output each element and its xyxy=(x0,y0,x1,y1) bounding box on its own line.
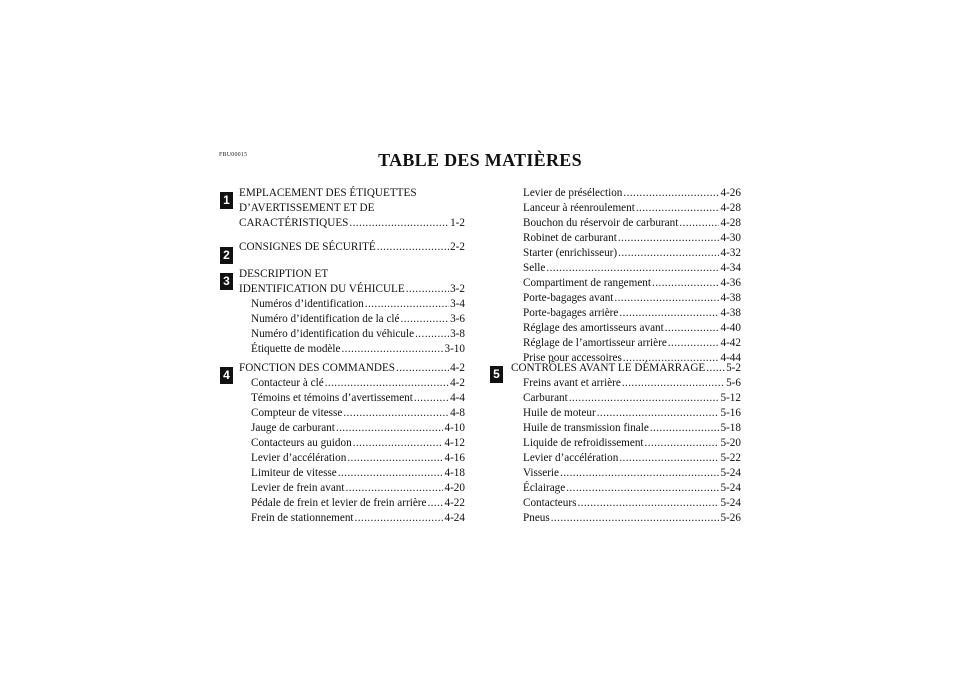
toc-item[interactable] xyxy=(239,327,465,342)
dot-leader xyxy=(622,376,725,391)
dot-leader xyxy=(668,336,720,351)
toc-label: Freins avant et arrière xyxy=(523,377,621,389)
toc-label: Numéro d’identification du véhicule xyxy=(251,328,415,340)
dot-leader xyxy=(336,421,444,436)
dot-leader xyxy=(597,406,720,421)
toc-section-1[interactable] xyxy=(239,186,465,231)
dot-leader xyxy=(341,342,443,357)
toc-label: Levier d’accélération xyxy=(251,452,347,464)
toc-label: CONSIGNES DE SÉCURITÉ xyxy=(239,241,376,253)
toc-label: Prise pour accessoires xyxy=(523,352,622,364)
dot-leader xyxy=(560,466,719,481)
chapter-tab-4[interactable]: 4 xyxy=(220,367,233,384)
toc-page: 4-28 xyxy=(720,202,741,214)
toc-page: 4-16 xyxy=(444,452,465,464)
toc-item[interactable] xyxy=(511,406,741,421)
toc-section-1-line-1: EMPLACEMENT DES ÉTIQUETTES xyxy=(239,187,417,199)
toc-item[interactable] xyxy=(511,436,741,451)
toc-item[interactable] xyxy=(239,406,465,421)
toc-page: 3-4 xyxy=(450,298,465,310)
dot-leader xyxy=(343,406,449,421)
toc-item[interactable] xyxy=(239,376,465,391)
toc-label: FONCTION DES COMMANDES xyxy=(239,362,396,374)
toc-item[interactable] xyxy=(239,451,465,466)
toc-page: 3-2 xyxy=(450,283,465,295)
toc-label: Limiteur de vitesse xyxy=(251,467,337,479)
chapter-tab-1[interactable]: 1 xyxy=(220,192,233,209)
toc-label: Étiquette de modèle xyxy=(251,343,341,355)
toc-label: Compartiment de rangement xyxy=(523,277,651,289)
toc-label: IDENTIFICATION DU VÉHICULE xyxy=(239,283,405,295)
toc-label: Réglage des amortisseurs avant xyxy=(523,322,664,334)
toc-page: 4-32 xyxy=(720,247,741,259)
toc-page: 4-44 xyxy=(720,352,741,364)
toc-label: Huile de moteur xyxy=(523,407,596,419)
toc-label: Numéros d’identification xyxy=(251,298,364,310)
toc-label: Pédale de frein et levier de frein arrière xyxy=(251,497,427,509)
dot-leader xyxy=(396,361,449,376)
toc-item[interactable] xyxy=(239,496,465,511)
toc-page: 5-24 xyxy=(720,482,741,494)
dot-leader xyxy=(619,306,719,321)
toc-page: 4-2 xyxy=(450,362,465,374)
toc-page: 4-28 xyxy=(720,217,741,229)
dot-leader xyxy=(338,466,444,481)
toc-page: 4-26 xyxy=(720,187,741,199)
toc-label: Pneus xyxy=(523,512,550,524)
toc-section-4 xyxy=(239,361,465,526)
toc-item[interactable] xyxy=(511,291,741,306)
toc-item[interactable] xyxy=(511,336,741,351)
toc-item[interactable] xyxy=(511,496,741,511)
toc-item[interactable] xyxy=(239,391,465,406)
toc-page: 5-24 xyxy=(720,497,741,509)
toc-page: 5-16 xyxy=(720,407,741,419)
toc-label: Porte-bagages arrière xyxy=(523,307,619,319)
dot-leader xyxy=(427,496,443,511)
toc-page: 4-20 xyxy=(444,482,465,494)
chapter-tab-5[interactable]: 5 xyxy=(490,366,503,383)
dot-leader xyxy=(401,312,450,327)
toc-page: 4-8 xyxy=(450,407,465,419)
toc-page: 4-10 xyxy=(444,422,465,434)
toc-page: 4-34 xyxy=(720,262,741,274)
toc-label: Contacteurs xyxy=(523,497,577,509)
dot-leader xyxy=(619,451,719,466)
dot-leader xyxy=(346,481,444,496)
toc-label: Réglage de l’amortisseur arrière xyxy=(523,337,667,349)
toc-section-1-line-2: D’AVERTISSEMENT ET DE xyxy=(239,202,375,214)
dot-leader xyxy=(365,297,449,312)
toc-page: 5-20 xyxy=(720,437,741,449)
dot-leader xyxy=(706,361,725,376)
document-code: FBU00015 xyxy=(219,152,248,158)
toc-page: 3-6 xyxy=(450,313,465,325)
toc-label: Levier de frein avant xyxy=(251,482,345,494)
dot-leader xyxy=(377,240,449,255)
dot-leader xyxy=(623,186,719,201)
toc-item[interactable] xyxy=(239,342,465,357)
toc-label: Carburant xyxy=(523,392,568,404)
page-title: TABLE DES MATIÈRES xyxy=(378,150,582,170)
toc-item[interactable] xyxy=(239,436,465,451)
toc-page: 4-42 xyxy=(720,337,741,349)
toc-page: 5-24 xyxy=(720,467,741,479)
toc-page: 4-12 xyxy=(444,437,465,449)
toc-section-1-line-3 xyxy=(239,216,465,231)
toc-item[interactable] xyxy=(239,297,465,312)
toc-item[interactable] xyxy=(511,481,741,496)
toc-label: Jauge de carburant xyxy=(251,422,335,434)
dot-leader xyxy=(569,391,720,406)
toc-item[interactable] xyxy=(511,246,741,261)
toc-label: Numéro d’identification de la clé xyxy=(251,313,400,325)
toc-item[interactable] xyxy=(511,466,741,481)
toc-item[interactable] xyxy=(511,376,741,391)
dot-leader xyxy=(679,216,719,231)
dot-leader xyxy=(618,246,719,261)
toc-label: CARACTÉRISTIQUES xyxy=(239,217,349,229)
dot-leader xyxy=(406,282,449,297)
chapter-tab-3[interactable]: 3 xyxy=(220,273,233,290)
toc-item[interactable] xyxy=(511,276,741,291)
toc-label: Contacteur à clé xyxy=(251,377,324,389)
toc-label: CONTRÔLES AVANT LE DÉMARRAGE xyxy=(511,362,706,374)
toc-page: 4-24 xyxy=(444,512,465,524)
toc-label: Selle xyxy=(523,262,546,274)
dot-leader xyxy=(414,391,449,406)
toc-page: 4-22 xyxy=(444,497,465,509)
dot-leader xyxy=(665,321,720,336)
toc-item[interactable] xyxy=(511,451,741,466)
toc-label: Contacteurs au guidon xyxy=(251,437,352,449)
dot-leader xyxy=(645,436,720,451)
toc-section-3-line-1: DESCRIPTION ET xyxy=(239,268,329,280)
dot-leader xyxy=(349,216,449,231)
toc-item[interactable] xyxy=(511,391,741,406)
toc-page: 4-30 xyxy=(720,232,741,244)
toc-label: Starter (enrichisseur) xyxy=(523,247,618,259)
toc-page: 5-22 xyxy=(720,452,741,464)
toc-page: 5-26 xyxy=(720,512,741,524)
dot-leader xyxy=(355,511,444,526)
toc-item[interactable] xyxy=(511,511,741,526)
dot-leader xyxy=(652,276,719,291)
dot-leader xyxy=(325,376,449,391)
toc-page: 4-40 xyxy=(720,322,741,334)
toc-item[interactable] xyxy=(511,186,741,201)
toc-label: Frein de stationnement xyxy=(251,512,354,524)
toc-section-4-continued xyxy=(511,186,741,366)
toc-section-3-line-2[interactable] xyxy=(239,282,465,297)
toc-page: 4-38 xyxy=(720,307,741,319)
toc-page: 3-8 xyxy=(450,328,465,340)
toc-item[interactable] xyxy=(511,306,741,321)
toc-page: 4-38 xyxy=(720,292,741,304)
dot-leader xyxy=(566,481,719,496)
toc-label: Levier d’accélération xyxy=(523,452,619,464)
toc-section-4-heading[interactable] xyxy=(239,361,465,376)
toc-item[interactable] xyxy=(239,511,465,526)
dot-leader xyxy=(618,231,720,246)
toc-label: Huile de transmission finale xyxy=(523,422,649,434)
dot-leader xyxy=(353,436,444,451)
toc-item[interactable] xyxy=(239,481,465,496)
toc-label: Robinet de carburant xyxy=(523,232,617,244)
toc-item[interactable] xyxy=(239,312,465,327)
dot-leader xyxy=(415,327,449,342)
toc-page: 4-18 xyxy=(444,467,465,479)
toc-item[interactable] xyxy=(511,261,741,276)
toc-label: Visserie xyxy=(523,467,559,479)
toc-item[interactable] xyxy=(511,421,741,436)
dot-leader xyxy=(577,496,719,511)
toc-page: 4-2 xyxy=(450,377,465,389)
dot-leader xyxy=(347,451,443,466)
toc-section-2[interactable] xyxy=(239,240,465,255)
dot-leader xyxy=(636,201,720,216)
toc-page: 5-6 xyxy=(726,377,741,389)
toc-item[interactable] xyxy=(239,421,465,436)
toc-page: 5-12 xyxy=(720,392,741,404)
toc-item[interactable] xyxy=(511,231,741,246)
toc-section-5 xyxy=(511,361,741,526)
toc-page: 5-18 xyxy=(720,422,741,434)
toc-page: 1-2 xyxy=(450,217,465,229)
toc-label: Bouchon du réservoir de carburant xyxy=(523,217,679,229)
toc-page: 4-36 xyxy=(720,277,741,289)
toc-item[interactable] xyxy=(239,466,465,481)
toc-section-5-heading[interactable] xyxy=(511,361,741,376)
toc-item[interactable] xyxy=(511,201,741,216)
dot-leader xyxy=(614,291,719,306)
dot-leader xyxy=(650,421,720,436)
dot-leader xyxy=(551,511,720,526)
dot-leader xyxy=(546,261,719,276)
toc-item[interactable] xyxy=(511,216,741,231)
toc-page: 4-4 xyxy=(450,392,465,404)
toc-page: 5-2 xyxy=(726,362,741,374)
toc-label: Porte-bagages avant xyxy=(523,292,614,304)
toc-label: Levier de présélection xyxy=(523,187,623,199)
toc-label: Liquide de refroidissement xyxy=(523,437,644,449)
toc-page: 3-10 xyxy=(444,343,465,355)
toc-item[interactable] xyxy=(511,321,741,336)
toc-section-3 xyxy=(239,267,465,357)
toc-label: Témoins et témoins d’avertissement xyxy=(251,392,413,404)
toc-label: Compteur de vitesse xyxy=(251,407,343,419)
chapter-tab-2[interactable]: 2 xyxy=(220,247,233,264)
toc-page: 2-2 xyxy=(450,241,465,253)
toc-label: Éclairage xyxy=(523,482,566,494)
toc-label: Lanceur à réenroulement xyxy=(523,202,635,214)
